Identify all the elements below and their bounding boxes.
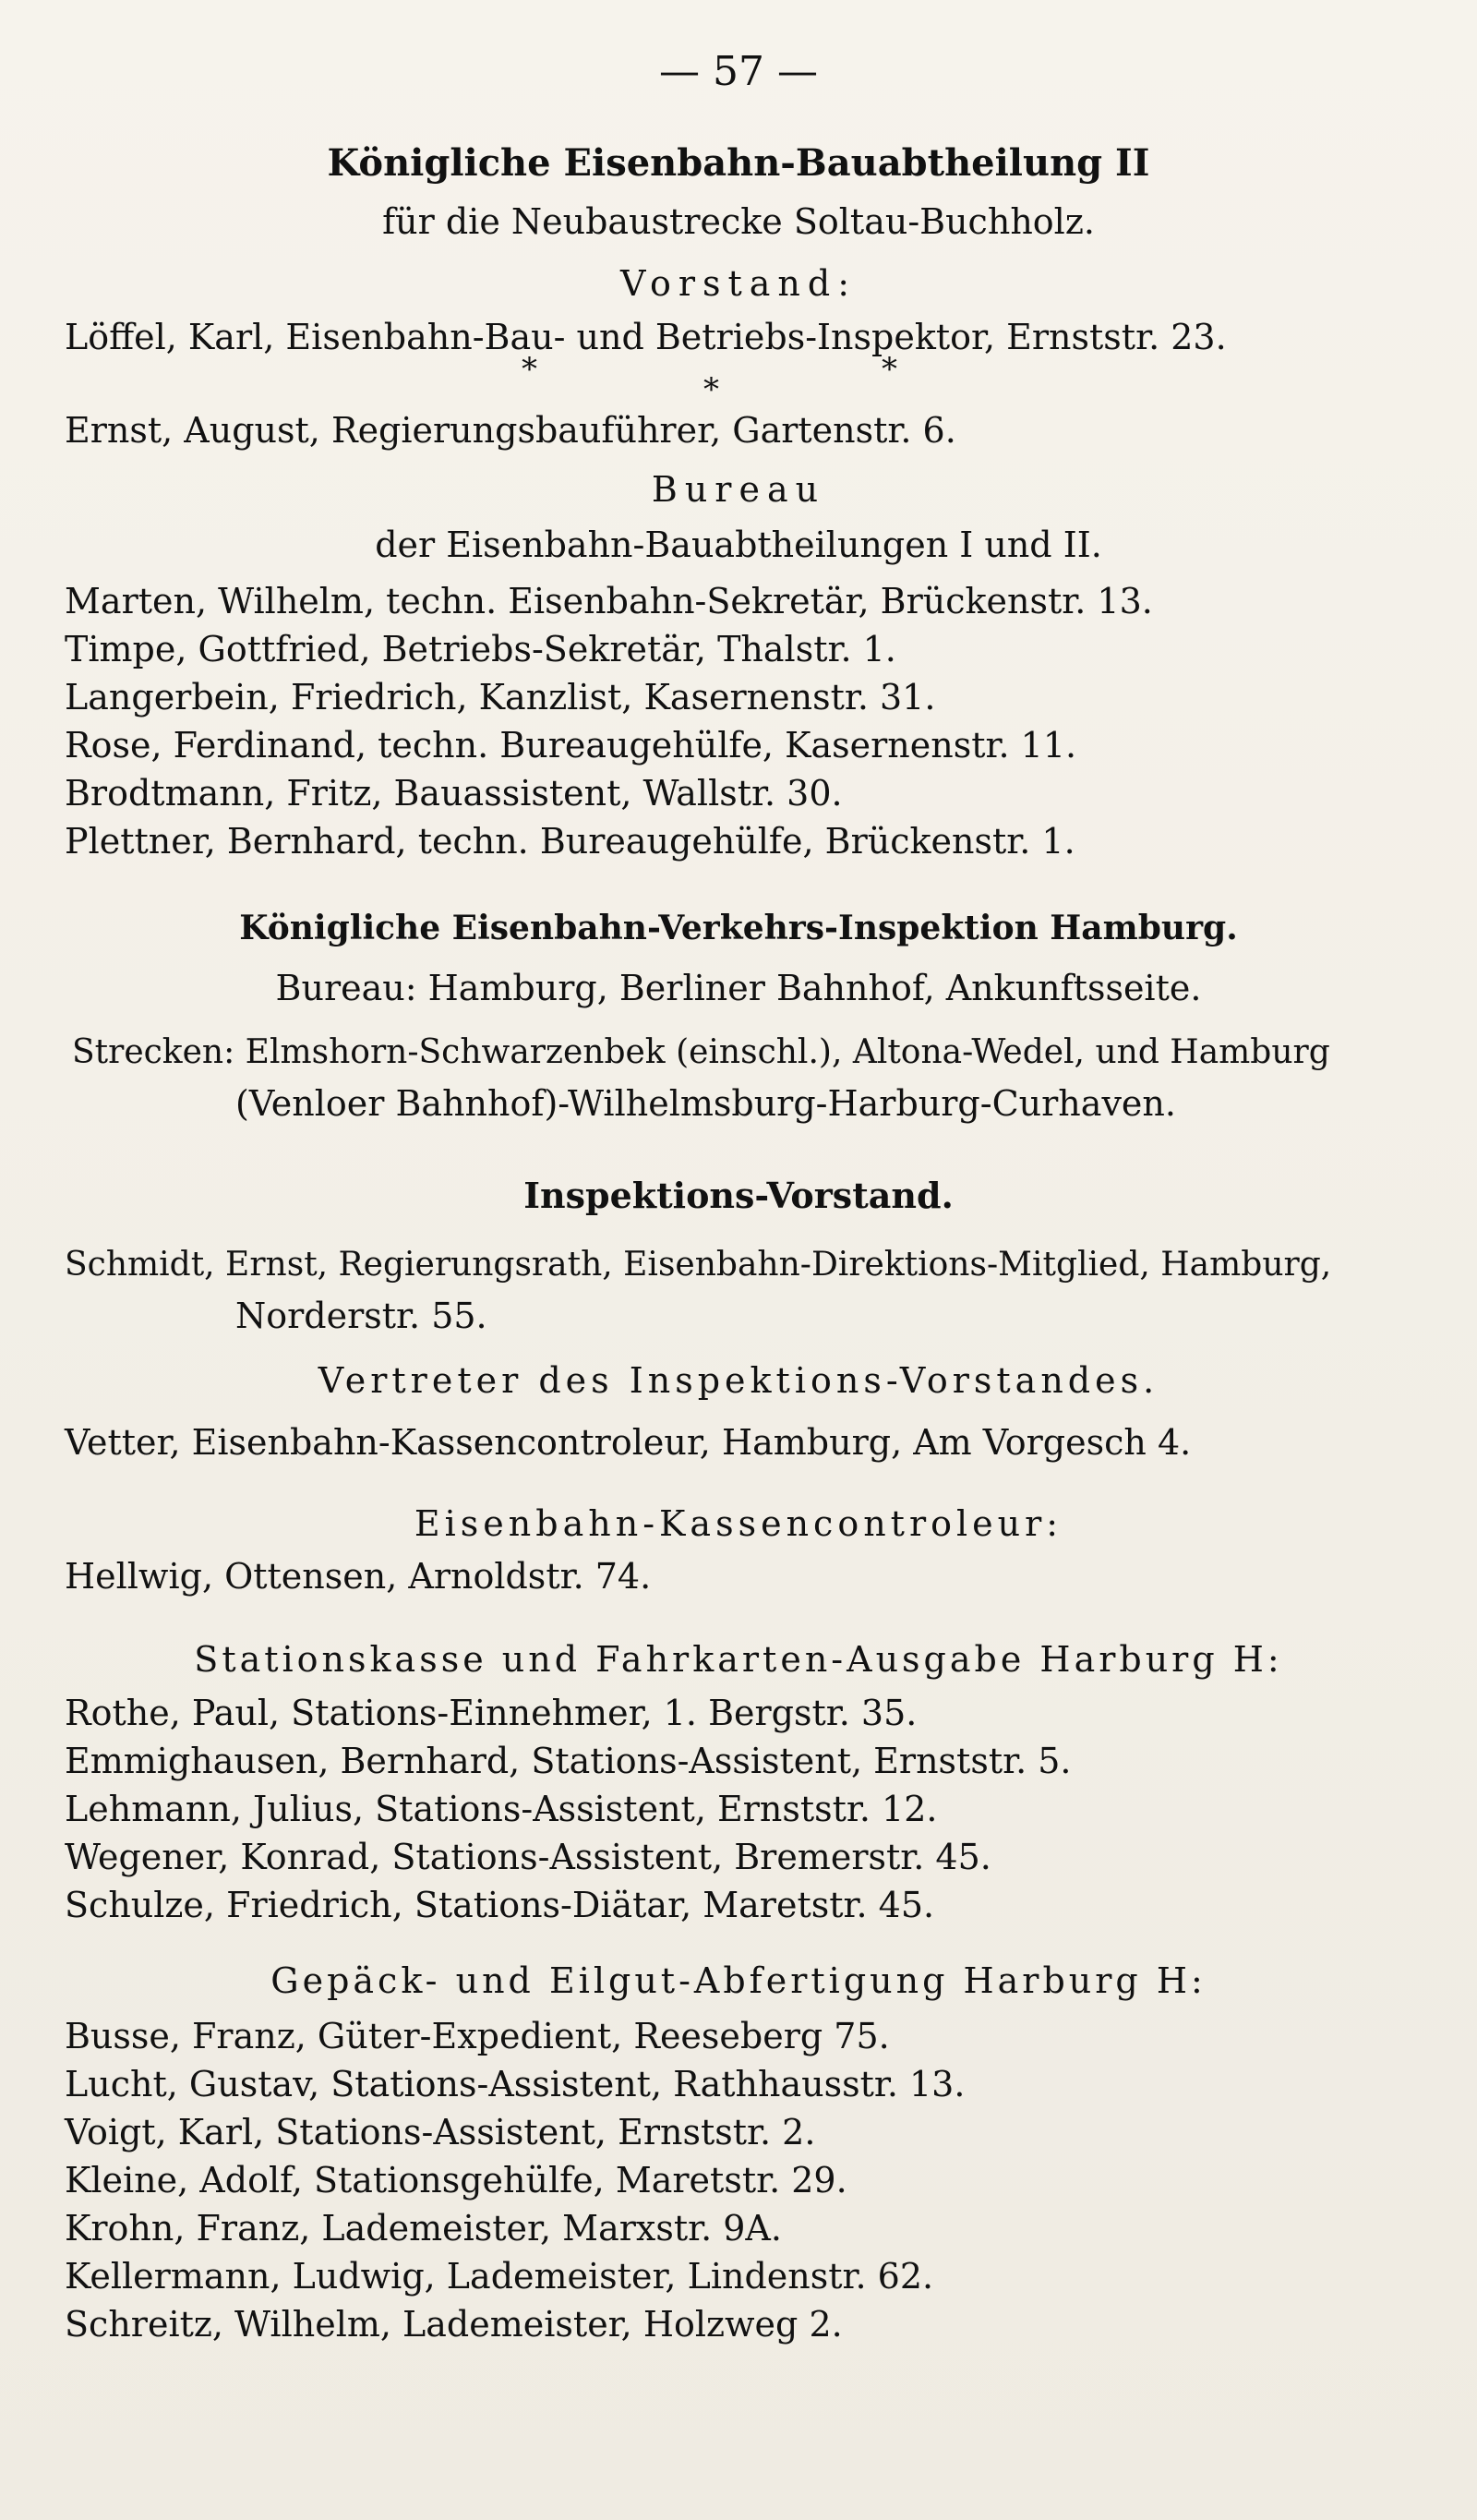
list-item: Schreitz, Wilhelm, Lademeister, Holzweg 2. — [65, 2304, 843, 2345]
list-item: Rose, Ferdinand, techn. Bureaugehülfe, Kasernenstr. 11. — [65, 725, 1077, 766]
list-item: Voigt, Karl, Stations-Assistent, Ernststr. 2. — [65, 2112, 816, 2152]
gepaeck-heading: Gepäck- und Eilgut-Abfertigung Harburg H: — [270, 1960, 1207, 2001]
vertreter-heading: Vertreter des Inspektions-Vorstandes. — [318, 1360, 1159, 1401]
kassen-entry: Hellwig, Ottensen, Arnoldstr. 74. — [65, 1556, 652, 1597]
bureau-line: Bureau: Hamburg, Berliner Bahnhof, Ankunftsseite. — [275, 968, 1202, 1008]
section-title-bauabtheilung: Königliche Eisenbahn-Bauabtheilung II — [327, 141, 1150, 185]
bureau-subheading: der Eisenbahn-Bauabtheilungen I und II. — [375, 524, 1102, 565]
strecken-line-2: (Venloer Bahnhof)-Wilhelmsburg-Harburg-Curhaven. — [235, 1083, 1176, 1124]
vorstand-line-2: Norderstr. 55. — [235, 1296, 487, 1336]
inspektions-vorstand-heading: Inspektions-Vorstand. — [523, 1175, 954, 1216]
list-item: Kleine, Adolf, Stationsgehülfe, Maretstr. 29. — [65, 2160, 847, 2200]
list-item: Rothe, Paul, Stations-Einnehmer, 1. Bergstr. 35. — [65, 1693, 918, 1733]
page-number: — 57 — — [659, 48, 818, 95]
list-item: Brodtmann, Fritz, Bauassistent, Wallstr. 30. — [65, 773, 843, 814]
bureau-heading: Bureau — [651, 469, 826, 510]
strecken-line-1: Strecken: Elmshorn-Schwarzenbek (einschl.), Altona-Wedel, und Hamburg — [72, 1033, 1330, 1071]
separator-star: * — [703, 371, 719, 408]
list-item: Kellermann, Ludwig, Lademeister, Lindenstr. 62. — [65, 2256, 934, 2297]
vorstand-heading: Vorstand: — [619, 263, 858, 304]
vorstand-line-1: Schmidt, Ernst, Regierungsrath, Eisenbahn-Direktions-Mitglied, Hamburg, — [65, 1246, 1332, 1284]
list-item: Lucht, Gustav, Stations-Assistent, Rathhausstr. 13. — [65, 2064, 966, 2104]
kassen-heading: Eisenbahn-Kassencontroleur: — [414, 1503, 1063, 1544]
list-item: Marten, Wilhelm, techn. Eisenbahn-Sekretär, Brückenstr. 13. — [65, 581, 1153, 621]
list-item: Schulze, Friedrich, Stations-Diätar, Maretstr. 45. — [65, 1885, 935, 1925]
list-item: Emmighausen, Bernhard, Stations-Assistent, Ernststr. 5. — [65, 1741, 1072, 1781]
stationskasse-heading: Stationskasse und Fahrkarten-Ausgabe Harburg H: — [194, 1639, 1283, 1680]
separator-star: * — [882, 351, 897, 388]
list-item: Wegener, Konrad, Stations-Assistent, Bremerstr. 45. — [65, 1837, 991, 1877]
separator-star: * — [522, 351, 537, 388]
vertreter-entry: Vetter, Eisenbahn-Kassencontroleur, Hamburg, Am Vorgesch 4. — [65, 1422, 1192, 1463]
vorstand-entry: Löffel, Karl, Eisenbahn-Bau- und Betriebs-Inspektor, Ernststr. 23. — [65, 317, 1227, 357]
section-title-verkehrsinspektion: Königliche Eisenbahn-Verkehrs-Inspektion Hamburg. — [239, 909, 1238, 947]
assistant-entry: Ernst, August, Regierungsbauführer, Gartenstr. 6. — [65, 410, 956, 451]
list-item: Plettner, Bernhard, techn. Bureaugehülfe, Brückenstr. 1. — [65, 821, 1075, 862]
list-item: Timpe, Gottfried, Betriebs-Sekretär, Thalstr. 1. — [65, 629, 896, 669]
section-subtitle: für die Neubaustrecke Soltau-Buchholz. — [382, 201, 1095, 242]
list-item: Krohn, Franz, Lademeister, Marxstr. 9A. — [65, 2208, 782, 2249]
list-item: Lehmann, Julius, Stations-Assistent, Ernststr. 12. — [65, 1789, 938, 1829]
list-item: Langerbein, Friedrich, Kanzlist, Kasernenstr. 31. — [65, 677, 936, 717]
list-item: Busse, Franz, Güter-Expedient, Reeseberg 75. — [65, 2016, 890, 2056]
